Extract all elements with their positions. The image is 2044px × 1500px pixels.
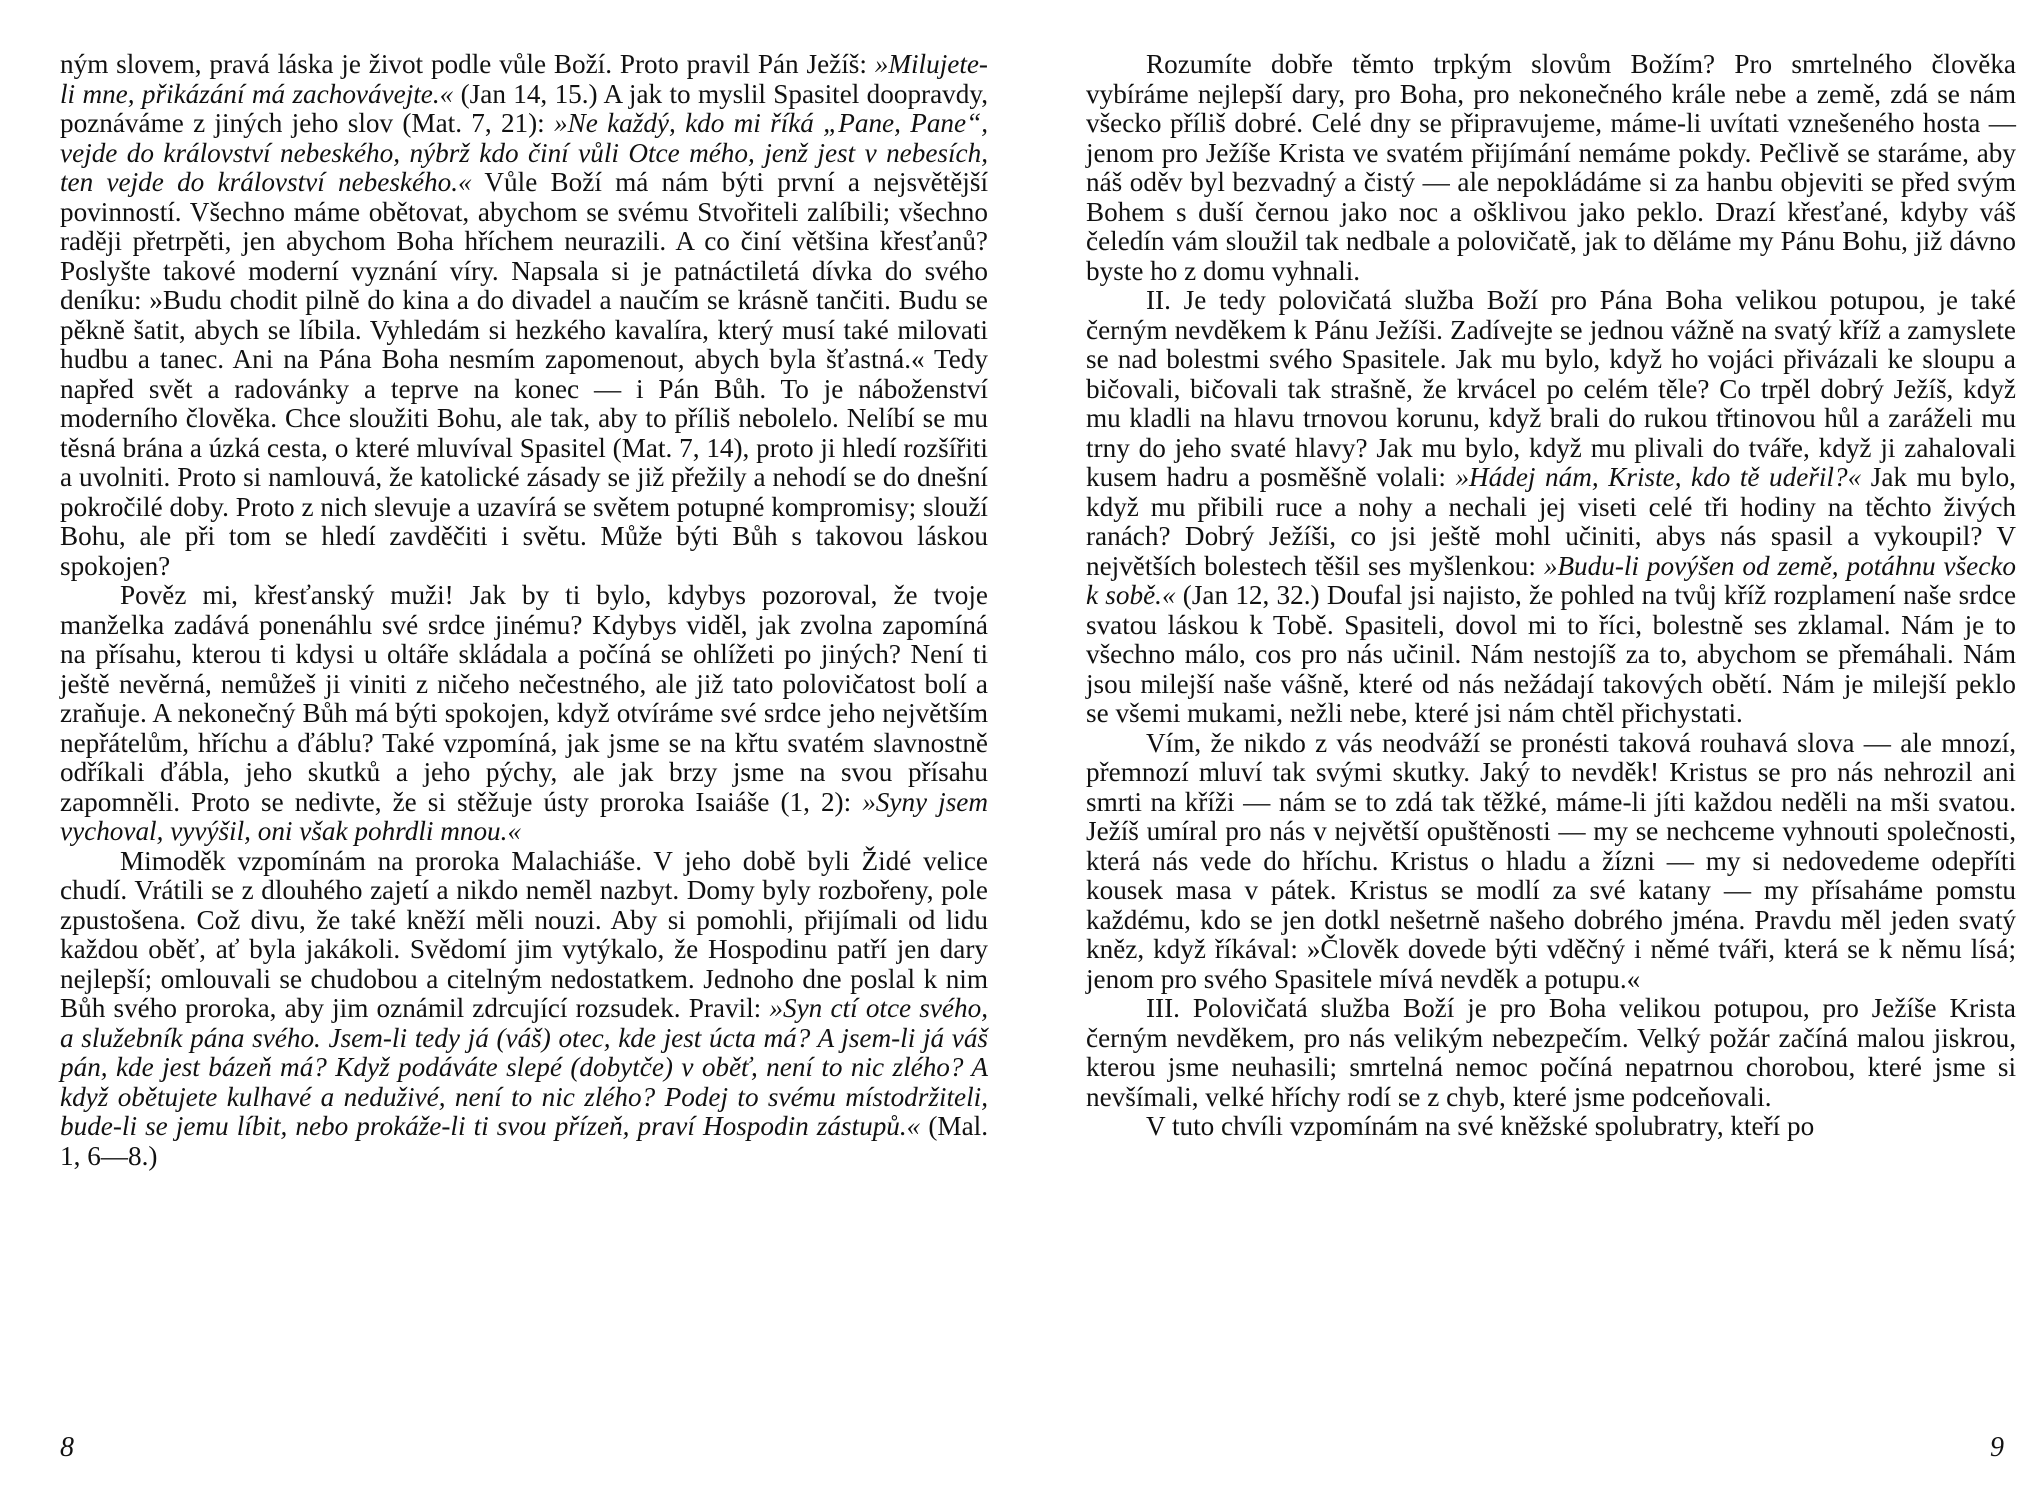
body-text: Mimoděk vzpomínám na proroka Malachiáše. V jeho době byli Židé velice chudí. Vrátili se z dlouhého zajetí a nikdo neměl nazbyt. Domy byly rozbořeny, pole zpustošena. Což divu, že také kněží měli nouzi. Aby si pomohli, přijímali od lidu každou oběť, ať byla jakákoli. Svědomí jim vytýkalo, že Hospodinu patří jen dary nejlepší; omlouvali se chudobou a citelným nedostatkem. Jednoho dne poslal k nim Bůh svého proroka, aby jim oznámil zdrcující rozsudek. Pravil: (60, 845, 988, 1023)
paragraph (60, 50, 988, 581)
paragraph (1086, 50, 2016, 286)
paragraph (60, 847, 988, 1172)
right-page (1086, 50, 2016, 1142)
body-text: Jak mu bylo, když mu přibili ruce a nohy a nechali jej viseti celé tři hodiny na těchto živých ranách? Dobrý Ježíši, co jsi ještě mohl učiniti, abys nás spasil a vykoupil? V největších bolestech těšil ses myšlenkou: (1086, 462, 2016, 581)
quote-text: »Hádej nám, Kriste, kdo tě udeřil?« (1455, 462, 1862, 492)
page-number: 9 (1990, 1432, 2004, 1463)
body-text: Vůle Boží má nám býti první a nejsvětější povinností. Všechno máme obětovat, abychom se svému Stvořiteli zalíbili; všechno raději přetrpěti, jen abychom Boha hříchem neurazili. A co činí většina křesťanů? Poslyšte takové moderní vyznání víry. Napsala si je patnáctiletá dívka do svého deníku: »Budu chodit pilně do kina a do divadel a naučím se krásně tančiti. Budu se pěkně šatit, abych se líbila. Vyhledám si hezkého kavalíra, který musí také milovati hudbu a tanec. Ani na Pána Boha nesmím zapomenout, abych byla šťastná.« Tedy napřed svět a radovánky a teprve na konec — i Pán Bůh. To je náboženství moderního člověka. Chce sloužiti Bohu, ale tak, aby to příliš nebolelo. Nelíbí se mu těsná brána a úzká cesta, o které mluvíval Spasitel (Mat. 7, 14), proto ji hledí rozšířiti a uvolniti. Proto si namlouvá, že katolické zásady se již přežily a nehodí se do dnešní pokročilé doby. Proto z nich slevuje a uzavírá se světem potupné kompromisy; slouží Bohu, ale při tom se hledí zavděčiti i světu. Může býti Bůh s takovou láskou spokojen? (60, 167, 988, 581)
body-text: Rozumíte dobře těmto trpkým slovům Božím? Pro smrtelného člověka vybíráme nejlepší dary, pro Boha, pro nekonečného krále nebe a země, zdá se nám všecko příliš dobré. Celé dny se připravujeme, máme-li uvítati vznešeného hosta — jenom pro Ježíše Krista ve svatém přijímání nemáme pokdy. Pečlivě se staráme, aby náš oděv byl bezvadný a čistý — ale nepokládáme si za hanbu objeviti se před svým Bohem s duší černou jako noc a ošklivou jako peklo. Drazí křesťané, kdyby váš čeledín vám sloužil tak nedbale a polovičatě, jak to děláme my Pánu Bohu, již dávno byste ho z domu vyhnali. (1086, 49, 2016, 286)
quote-text: »Budu-li povýšen od země, potáhnu všecko k sobě.« (1086, 550, 2016, 610)
paragraph (60, 581, 988, 847)
page-number: 8 (60, 1432, 74, 1463)
body-text: Vím, že nikdo z vás neodváží se pronésti taková rouhavá slova — ale mnozí, přemnozí mluví tak svými skutky. Jaký to nevděk! Kristus se pro nás nehrozil ani smrti na kříži — nám se to zdá tak těžké, máme-li jíti každou neděli na mši svatou. Ježíš umíral pro nás v největší opuštěnosti — my se nechceme vyhnouti společnosti, která nás vede do hříchu. Kristus o hladu a žízni — my si nedovedeme odepříti kousek masa v pátek. Kristus se modlí za své katany — my přísaháme pomstu každému, kdo se jen dotkl nešetrně našeho dobrého jména. Pravdu měl jeden svatý kněz, když říkával: »Člověk dovede býti vděčný i němé tváři, která se k němu lísá; jenom pro svého Spasitele mívá nevděk a potupu.« (1086, 727, 2016, 994)
quote-text: »Syny jsem vychoval, vyvýšil, oni však pohrdli mnou.« (60, 786, 988, 846)
quote-text: »Syn ctí otce svého, a služebník pána svého. Jsem-li tedy já (váš) otec, kde jest úcta má? A jsem-li já váš pán, kde jest bázeň má? Když podáváte slepé (dobytče) v oběť, není to nic zlého? A když obětujete kulhavé a neduživé, není to nic zlého? Podej to svému místodržiteli, bude-li se jemu líbit, nebo prokáže-li ti svou přízeň, praví Hospodin zástupů.« (60, 993, 988, 1141)
quote-text: »Milujete-li mne, přikázání má zachovávejte.« (60, 49, 988, 109)
body-text: (Mal. 1, 6—8.) (60, 1111, 988, 1171)
paragraph (1086, 1112, 2016, 1142)
left-page (60, 50, 988, 1171)
body-text: II. Je tedy polovičatá služba Boží pro Pána Boha velikou potupou, je také černým nevděkem k Pánu Ježíši. Zadívejte se jednou vážně na svatý kříž a zamyslete se nad bolestmi svého Spasitele. Jak mu bylo, když ho vojáci přivázali ke sloupu a bičovali, bičovali tak strašně, že krvácel po celém těle? Co trpěl dobrý Ježíš, když mu kladli na hlavu trnovou korunu, když brali do rukou třtinovou hůl a zaráželi mu trny do jeho svaté hlavy? Jak mu bylo, když mu plivali do tváře, když ji zahalovali kusem hadru a posměšně volali: (1086, 285, 2016, 492)
body-text: (Jan 12, 32.) Doufal jsi najisto, že pohled na tvůj kříž rozplamení naše srdce svatou láskou k Tobě. Spasiteli, dovol mi to říci, bolestně ses zklamal. Nám je to všechno málo, cos pro nás učinil. Nám nestojíš za to, abychom se přemáhali. Nám jsou milejší naše vášně, které od nás nežádají takových obětí. Nám je milejší peklo se všemi mukami, nežli nebe, které jsi nám chtěl přichystati. (1086, 580, 2017, 728)
body-text: (Jan 14, 15.) A jak to myslil Spasitel doopravdy, poznáváme z jiných jeho slov (Mat. 7, 21): (60, 78, 988, 138)
body-text: V tuto chvíli vzpomínám na své kněžské spolubratry, kteří po (1146, 1111, 1815, 1141)
paragraph (1086, 286, 2016, 729)
body-text: ným slovem, pravá láska je život podle vůle Boží. Proto pravil Pán Ježíš: (60, 49, 875, 79)
paragraph (1086, 729, 2016, 995)
paragraph (1086, 994, 2016, 1112)
quote-text: »Ne každý, kdo mi říká „Pane, Pane“, vejde do království nebeského, nýbrž kdo činí vůli Otce mého, jenž jest v nebesích, ten vejde do království nebeského.« (60, 108, 988, 197)
body-text: Pověz mi, křesťanský muži! Jak by ti bylo, kdybys pozoroval, že tvoje manželka zadává ponenáhlu své srdce jinému? Kdybys viděl, jak zvolna zapomíná na přísahu, kterou ti kdysi u oltáře skládala a počíná se ohlížeti po jiných? Není ti ještě nevěrná, nemůžeš ji viniti z ničeho nečestného, ale již tato polovičatost bolí a zraňuje. A nekonečný Bůh má býti spokojen, když otvíráme své srdce jeho největším nepřátelům, hříchu a ďáblu? Také vzpomíná, jak jsme se na křtu svatém slavnostně odříkali ďábla, jeho skutků a jeho pýchy, ale jak brzy jsme na svou přísahu zapomněli. Proto se nedivte, že si stěžuje ústy proroka Isaiáše (1, 2): (60, 580, 988, 817)
body-text: III. Polovičatá služba Boží je pro Boha velikou potupou, pro Ježíše Krista černým nevděkem, pro nás velikým nebezpečím. Velký požár začíná malou jiskrou, kterou jsme neuhasili; smrtelná nemoc počíná nepatrnou chorobou, které jsme si nevšímali, velké hříchy rodí se z chyb, které jsme podceňovali. (1086, 993, 2016, 1112)
